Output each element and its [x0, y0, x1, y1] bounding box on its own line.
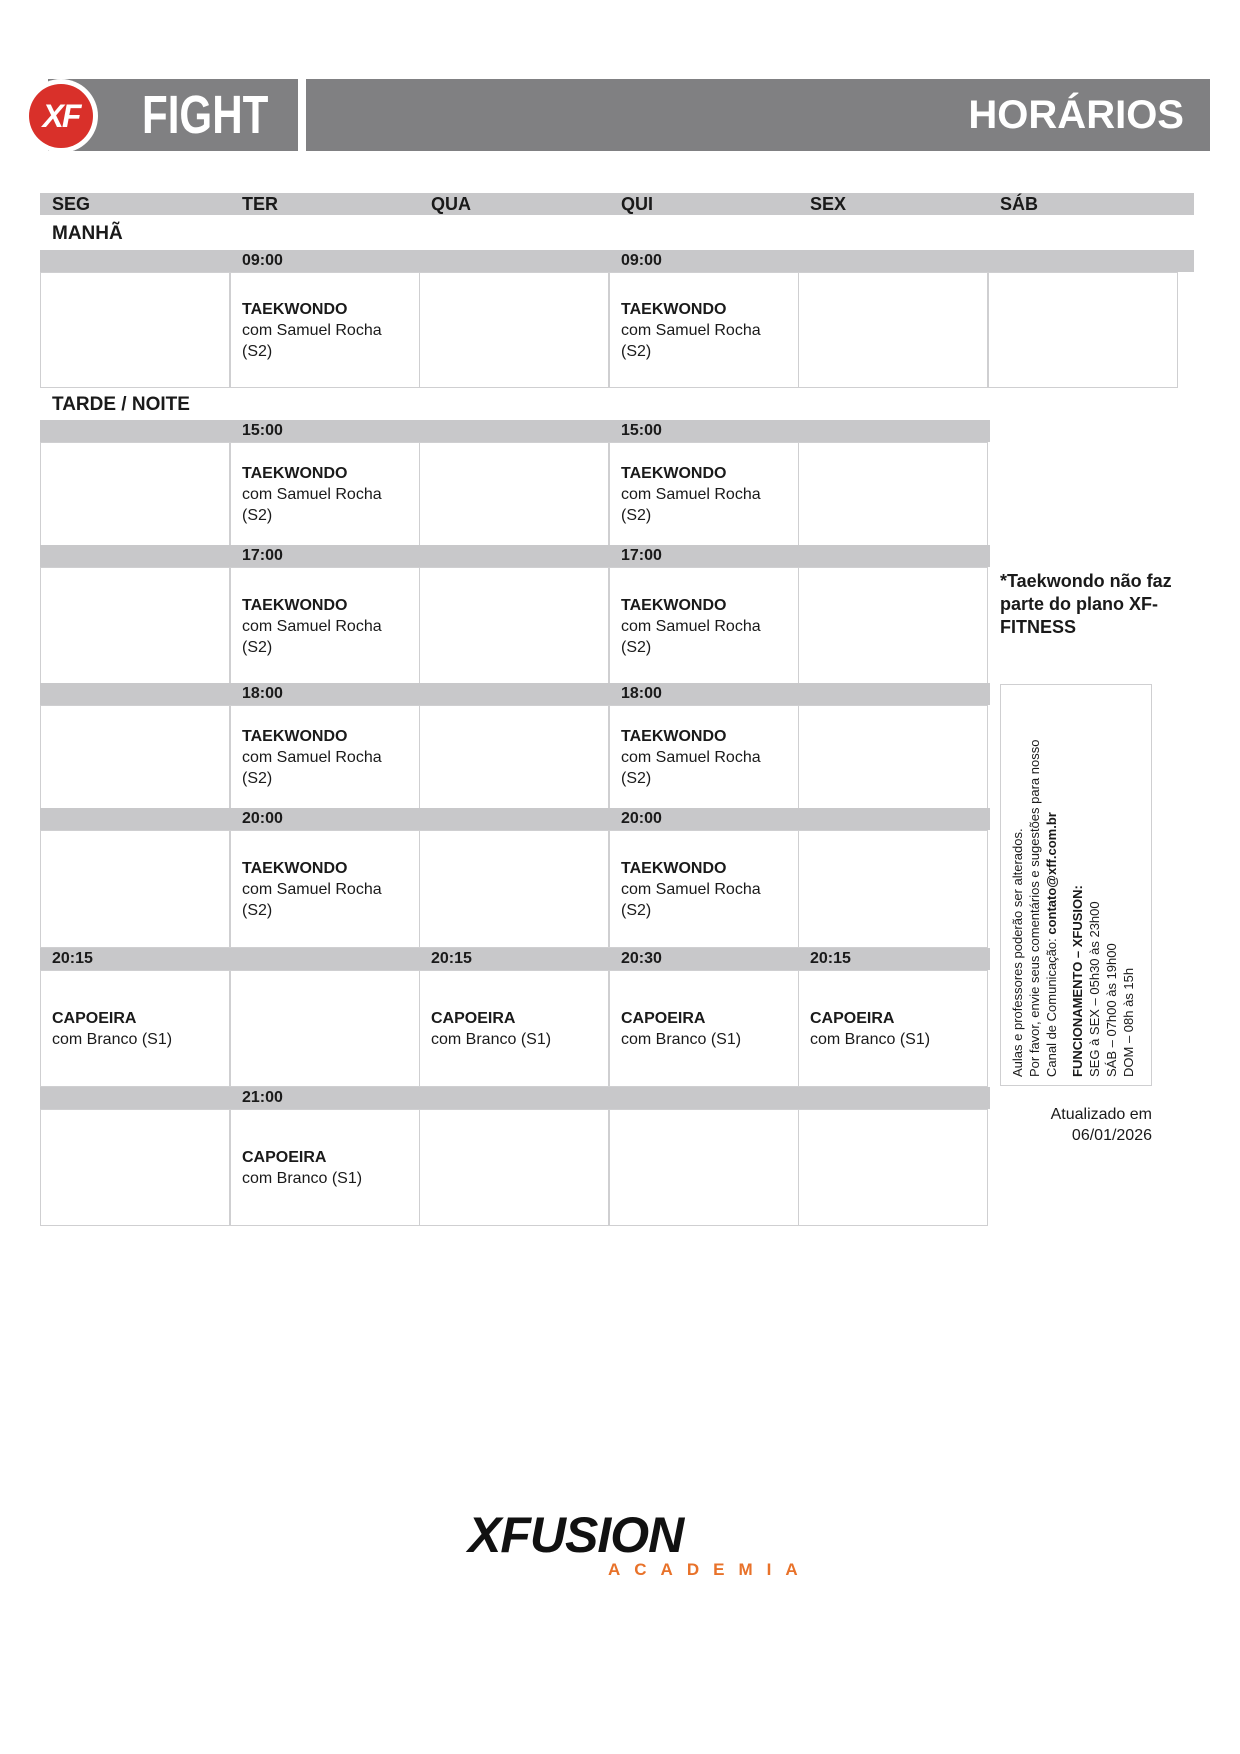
class-entry[interactable]	[242, 299, 382, 362]
xfusion-logo-sub: ACADEMIA	[608, 1560, 812, 1579]
class-instructor: com Branco (S1)	[621, 1031, 742, 1048]
class-room: (S2)	[242, 770, 273, 787]
schedule-cell	[798, 1109, 988, 1226]
day-qua: QUA	[431, 194, 471, 214]
class-instructor: com Branco (S1)	[810, 1031, 931, 1048]
time-bar	[40, 420, 990, 442]
class-instructor: com Samuel Rocha	[242, 486, 382, 503]
day-seg: SEG	[52, 194, 91, 214]
xfusion-logo	[468, 1507, 812, 1579]
schedule-cell	[40, 830, 230, 948]
class-name: TAEKWONDO	[621, 728, 727, 745]
schedule-cell	[419, 830, 609, 948]
schedule-cell	[798, 272, 988, 388]
schedule-cell	[988, 272, 1178, 388]
class-entry[interactable]	[242, 726, 382, 789]
class-name: TAEKWONDO	[621, 465, 727, 482]
schedule-cell	[419, 442, 609, 546]
schedule-cell	[40, 705, 230, 810]
class-name: TAEKWONDO	[621, 597, 727, 614]
contact-email[interactable]: contato@xff.com.br	[1044, 812, 1059, 935]
day-bar-rest	[230, 193, 1194, 215]
updated-date: 06/01/2026	[1071, 1127, 1152, 1144]
time-label: 20:00	[242, 810, 283, 827]
class-instructor: com Samuel Rocha	[621, 322, 761, 339]
schedule-cell	[40, 567, 230, 685]
class-name: TAEKWONDO	[242, 465, 348, 482]
day-qui: QUI	[621, 194, 654, 214]
page-title: HORÁRIOS	[968, 93, 1184, 137]
time-label: 09:00	[242, 252, 283, 269]
class-entry[interactable]	[621, 595, 761, 658]
class-name: CAPOEIRA	[431, 1010, 516, 1027]
class-name: TAEKWONDO	[242, 860, 348, 877]
class-room: (S2)	[621, 770, 652, 787]
schedule-cell	[40, 272, 230, 388]
time-bar	[40, 1087, 990, 1109]
info-line-1: Aulas e professores poderão ser alterados.	[1010, 828, 1025, 1077]
schedule-cell	[40, 1109, 230, 1226]
class-name: CAPOEIRA	[242, 1149, 327, 1166]
class-entry[interactable]	[621, 858, 761, 921]
class-entry[interactable]	[621, 463, 761, 526]
class-entry[interactable]	[621, 299, 761, 362]
day-sab: SÁB	[1000, 194, 1039, 214]
class-instructor: com Samuel Rocha	[242, 618, 382, 635]
time-label: 20:15	[52, 950, 93, 967]
time-bar	[40, 545, 990, 567]
class-room: (S2)	[621, 507, 652, 524]
schedule-cell	[798, 705, 988, 810]
taekwondo-note: *Taekwondo não faz parte do plano XF-FITNESS	[1000, 571, 1172, 637]
class-name: CAPOEIRA	[810, 1010, 895, 1027]
schedule-cell	[798, 567, 988, 685]
day-ter: TER	[242, 194, 278, 214]
schedule-cell	[419, 272, 609, 388]
time-bar	[40, 250, 1194, 272]
time-label: 09:00	[621, 252, 662, 269]
info-text	[1009, 691, 1137, 1077]
class-room: (S2)	[621, 343, 652, 360]
updated-label: Atualizado em	[1050, 1106, 1152, 1123]
class-instructor: com Samuel Rocha	[621, 618, 761, 635]
time-label: 18:00	[621, 685, 662, 702]
class-instructor: com Branco (S1)	[431, 1031, 552, 1048]
class-instructor: com Branco (S1)	[242, 1170, 363, 1187]
class-name: TAEKWONDO	[621, 860, 727, 877]
class-name: TAEKWONDO	[621, 301, 727, 318]
hours-title: FUNCIONAMENTO – XFUSION:	[1070, 885, 1085, 1077]
class-entry[interactable]	[242, 463, 382, 526]
class-name: CAPOEIRA	[52, 1010, 137, 1027]
class-name: TAEKWONDO	[242, 301, 348, 318]
class-instructor: com Samuel Rocha	[621, 881, 761, 898]
time-bar	[40, 683, 990, 705]
schedule-cell	[419, 567, 609, 685]
class-room: (S2)	[242, 507, 273, 524]
time-label: 20:15	[431, 950, 472, 967]
class-room: (S2)	[242, 343, 273, 360]
hours-weekday: SEG à SEX – 05h30 às 23h00	[1087, 901, 1102, 1077]
hours-saturday: SÁB – 07h00 às 19h00	[1104, 943, 1119, 1077]
class-entry[interactable]	[621, 726, 761, 789]
xf-logo-mark: XF	[29, 84, 93, 148]
day-sex: SEX	[810, 194, 847, 214]
brand-fight: FIGHT	[142, 85, 269, 145]
schedule-cell	[798, 830, 988, 948]
class-entry[interactable]	[431, 1008, 551, 1050]
time-label: 17:00	[621, 547, 662, 564]
class-entry[interactable]	[242, 595, 382, 658]
updated-stamp	[1000, 1104, 1152, 1146]
schedule-cell	[230, 970, 420, 1087]
class-entry[interactable]	[810, 1008, 930, 1050]
hours-sunday: DOM – 08h às 15h	[1121, 967, 1136, 1077]
time-label: 20:00	[621, 810, 662, 827]
info-channel-label: Canal de Comunicação:	[1044, 934, 1059, 1077]
section-morning: MANHÃ	[52, 223, 123, 244]
time-label: 20:15	[810, 950, 851, 967]
class-name: TAEKWONDO	[242, 597, 348, 614]
schedule-cell	[798, 442, 988, 546]
class-entry[interactable]	[52, 1008, 172, 1050]
class-name: CAPOEIRA	[621, 1010, 706, 1027]
time-label: 17:00	[242, 547, 283, 564]
class-room: (S2)	[242, 639, 273, 656]
class-entry[interactable]	[621, 1008, 741, 1050]
class-instructor: com Samuel Rocha	[621, 749, 761, 766]
class-instructor: com Samuel Rocha	[242, 322, 382, 339]
section-afternoon: TARDE / NOITE	[52, 394, 190, 415]
class-entry[interactable]	[242, 1147, 362, 1189]
schedule-cell	[419, 1109, 609, 1226]
time-label: 15:00	[621, 422, 662, 439]
xf-logo	[24, 79, 98, 153]
info-box	[1000, 684, 1152, 1086]
info-line-3	[1043, 691, 1060, 1077]
class-entry[interactable]	[242, 858, 382, 921]
info-line-2: Por favor, envie seus comentários e sugestões para nosso	[1027, 739, 1042, 1077]
class-instructor: com Samuel Rocha	[242, 881, 382, 898]
schedule-cell	[609, 1109, 799, 1226]
time-label: 15:00	[242, 422, 283, 439]
class-name: TAEKWONDO	[242, 728, 348, 745]
class-room: (S2)	[242, 902, 273, 919]
schedule-cell	[419, 705, 609, 810]
class-instructor: com Branco (S1)	[52, 1031, 173, 1048]
time-label: 21:00	[242, 1089, 283, 1106]
time-label: 20:30	[621, 950, 662, 967]
time-label: 18:00	[242, 685, 283, 702]
class-room: (S2)	[621, 639, 652, 656]
time-bar	[40, 808, 990, 830]
class-room: (S2)	[621, 902, 652, 919]
class-instructor: com Samuel Rocha	[621, 486, 761, 503]
xfusion-logo-text: XFUSION	[468, 1507, 684, 1563]
class-instructor: com Samuel Rocha	[242, 749, 382, 766]
schedule-cell	[40, 442, 230, 546]
